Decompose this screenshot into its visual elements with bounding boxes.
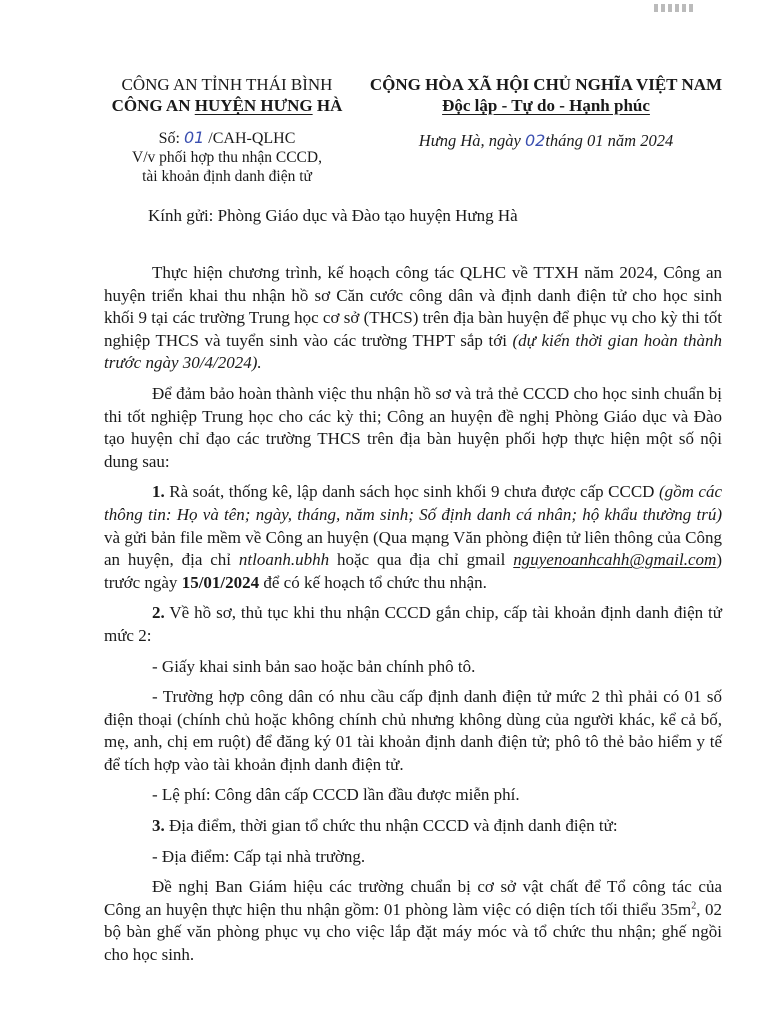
intro-text: Thực hiện chương trình, kế hoạch công tác QLHC về TTXH năm 2024, Công an huyện triển khai thu nhận hồ sơ Căn cước công dân và định danh điện tử cho học sinh khối 9 tại các trường Trung học cơ sở (THCS) trên địa bàn huyện để phục vụ cho kỳ thi tốt nghiệp THCS và tuyển sinh vào các trường THPT sắp tới [104, 263, 722, 350]
item-3-text: Địa điểm, thời gian tổ chức thu nhận CCCD và định danh điện tử: [164, 816, 618, 836]
agency-name-prefix: CÔNG AN [111, 96, 195, 115]
document-date [368, 131, 724, 151]
paragraph-facilities [104, 876, 722, 966]
document-number-prefix: Số: [158, 130, 180, 147]
item-2-text: Về hồ sơ, thủ tục khi thu nhận CCCD gắn chip, cấp tài khoản định danh điện tử mức 2: [104, 603, 722, 645]
square-meter-superscript: 2 [691, 900, 697, 912]
issuing-agency [88, 74, 366, 116]
date-suffix: tháng 01 năm 2024 [545, 131, 674, 150]
item-1-number: 1. [152, 482, 165, 502]
item-1-text-a: Rà soát, thống kê, lập danh sách học sinh khối 9 chưa được cấp CCCD [164, 482, 659, 502]
scan-mark-icon [654, 2, 696, 14]
item-2-bullet-1: - Giấy khai sinh bản sao hoặc bản chính phô tô. [152, 656, 476, 676]
item-1-text-c: hoặc qua địa chỉ gmail [329, 550, 514, 570]
subject-line-1: V/v phối hợp thu nhận CCCD, [132, 149, 322, 166]
agency-name-suffix: HÀ [312, 96, 343, 115]
item-3-bullet-1: - Địa điểm: Cấp tại nhà trường. [152, 846, 366, 866]
item-1 [104, 481, 722, 594]
national-motto-text: Độc lập - Tự do - Hạnh phúc [442, 96, 650, 115]
national-motto [368, 95, 724, 116]
item-1-address: ntloanh.ubhh [238, 550, 330, 570]
item-3 [104, 815, 722, 838]
item-1-text-b: và gửi bản file mềm về Công an huyện (Qua mạng Văn phòng điện tử liên thông của Công an huyện, địa chỉ [104, 527, 722, 570]
handwritten-day: 02 [524, 131, 546, 150]
facilities-text-a: Đề nghị Ban Giám hiệu các trường chuẩn bị cơ sở vật chất để Tổ công tác của Công an huyện thực hiện thu nhận gồm: 01 phòng làm việc có diện tích tối thiểu 35m [104, 877, 722, 919]
document-subject [88, 148, 366, 186]
item-2-number: 2. [152, 603, 165, 623]
item-1-text-e: để có kế hoạch tổ chức thu nhận. [259, 572, 487, 592]
document-number-suffix: /CAH-QLHC [208, 130, 296, 147]
item-3-number: 3. [152, 816, 165, 836]
facilities-text-b: , 02 bộ bàn ghế văn phòng phục vụ cho việc lắp đặt máy móc và tổ chức thu nhận; ghế ngồi cho học sinh. [104, 899, 722, 965]
recipient-line: Kính gửi: Phòng Giáo dục và Đào tạo huyện Hưng Hà [148, 206, 518, 225]
agency-name-underlined: HUYỆN HƯNG [194, 96, 313, 115]
item-2-bullet-2: - Trường hợp công dân có nhu cầu cấp định danh điện tử mức 2 thì phải có 01 số điện thoại (chính chủ hoặc không chính chủ nhưng không dùng của người khác, kể cả bố, mẹ, anh, chị em ruột) để đăng ký 01 tài khoản định danh điện tử; phô tô thẻ bảo hiểm y tế để tích hợp vào tài khoản định danh điện tử. [104, 687, 722, 774]
date-prefix: Hưng Hà, ngày [418, 131, 521, 150]
item-2-bullet-3: - Lệ phí: Công dân cấp CCCD lần đầu được miễn phí. [152, 785, 520, 805]
intro-italic: (dự kiến thời gian hoàn thành trước ngày 30/4/2024). [104, 330, 722, 373]
document-number [88, 128, 366, 149]
item-1-italic-a: (gồm các thông tin: Họ và tên; ngày, tháng, năm sinh; Số định danh cá nhân; hộ khẩu thường trú) [104, 482, 723, 524]
item-1-deadline: 15/01/2024 [181, 572, 260, 592]
country-name: CỘNG HÒA XÃ HỘI CHỦ NGHĨA VIỆT NAM [369, 75, 723, 94]
item-2 [104, 602, 722, 647]
handwritten-number: 01 [183, 128, 205, 147]
document-body [104, 262, 722, 975]
subject-line-2: tài khoản định danh điện tử [142, 168, 312, 185]
email-link[interactable]: nguyenoanhcahh@gmail.com [513, 550, 717, 570]
agency-name [88, 95, 366, 116]
agency-parent: CÔNG AN TỈNH THÁI BÌNH [121, 75, 333, 94]
national-header [368, 74, 724, 116]
paragraph-intro [104, 262, 722, 375]
paragraph-request: Để đảm bảo hoàn thành việc thu nhận hồ sơ và trả thẻ CCCD cho học sinh chuẩn bị thi tốt nghiệp Trung học cho các kỳ thi; Công an huyện đề nghị Phòng Giáo dục và Đào tạo huyện chỉ đạo các trường THCS trên địa bàn huyện phối hợp thực hiện một số nội dung sau: [104, 383, 722, 471]
item-1-text-d: ) trước ngày [104, 550, 722, 592]
